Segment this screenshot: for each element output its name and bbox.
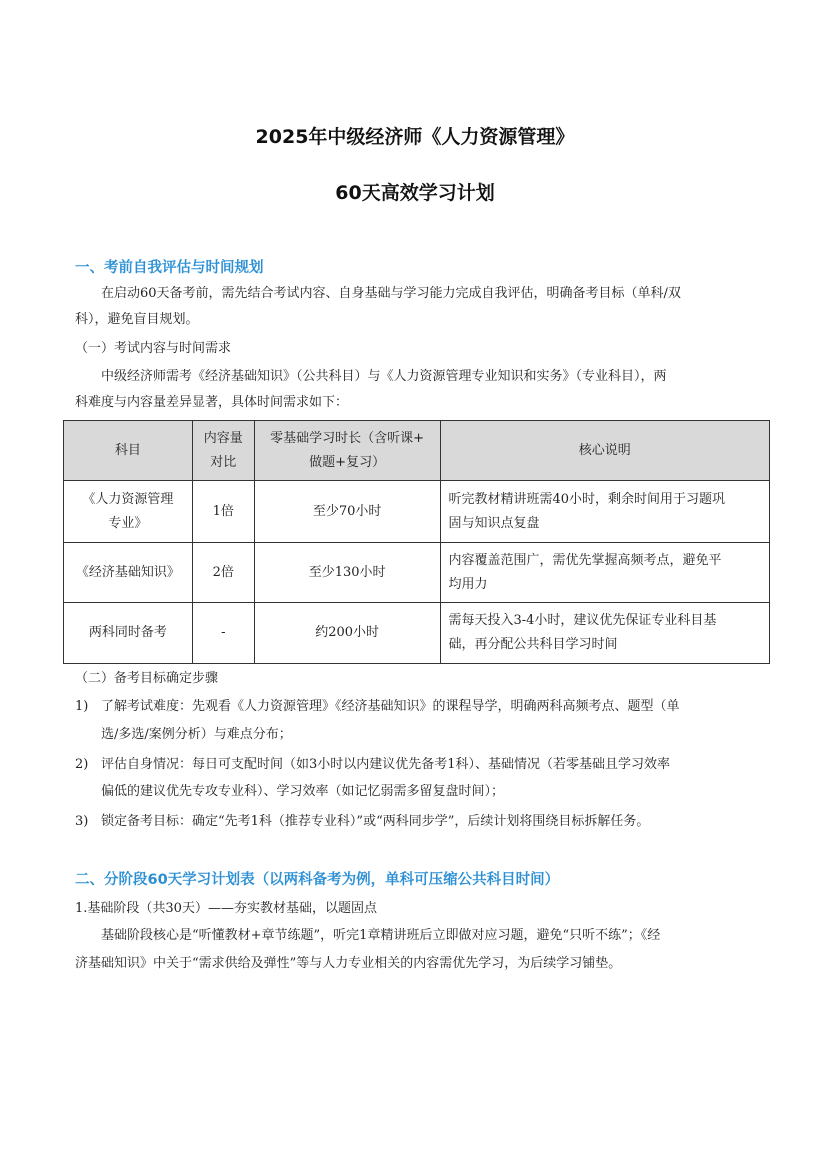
table-row	[64, 543, 770, 603]
cell-note-line2: 均用力	[448, 576, 488, 592]
cell-hours: 约200小时	[254, 603, 440, 664]
step-2-line2: 偏低的建议优先专攻专业科）、学习效率（如记忆弱需多留复盘时间）；	[101, 784, 505, 799]
cell-note-line1: 听完教材精讲班需40小时，剩余时间用于习题巩	[448, 491, 726, 507]
section1-intro-line2: 科），避免盲目规划。	[75, 312, 199, 327]
step-1-line2: 选/多选/案例分析）与难点分布；	[101, 727, 292, 742]
stage1-text-line1: 基础阶段核心是“听懂教材+章节练题”，听完1章精讲班后立即做对应习题，避免“只听不练”；《经	[101, 928, 661, 943]
header-core-note: 核心说明	[440, 421, 770, 481]
table-row	[64, 603, 770, 664]
step-1-number: 1)	[75, 699, 89, 714]
cell-note	[440, 543, 770, 603]
subsection1-title: （一）考试内容与时间需求	[75, 341, 232, 356]
subsection1-text-line2: 科难度与内容量差异显著，具体时间需求如下：	[75, 395, 349, 410]
header-subject: 科目	[64, 421, 193, 481]
cell-note-line2: 固与知识点复盘	[448, 515, 540, 531]
step-2-number: 2)	[75, 757, 89, 772]
step-1-line1: 了解考试难度：先观看《人力资源管理》《经济基础知识》的课程导学，明确两科高频考点、题型（单	[101, 699, 680, 714]
table-header-row	[64, 421, 770, 481]
cell-ratio: 2倍	[192, 543, 254, 603]
cell-hours: 至少130小时	[254, 543, 440, 603]
cell-subject-line1: 《人力资源管理	[82, 491, 174, 507]
header-content-ratio-line1: 内容量	[203, 430, 243, 446]
stage1-title: 1.基础阶段（共30天）——夯实教材基础，以题固点	[75, 901, 377, 916]
header-study-hours	[254, 421, 440, 481]
cell-note-line1: 需每天投入3-4小时，建议优先保证专业科目基	[448, 613, 717, 628]
header-content-ratio	[192, 421, 254, 481]
step-2-line1: 评估自身情况：每日可支配时间（如3小时以内建议优先备考1科）、基础情况（若零基础且学习效率	[101, 757, 671, 772]
cell-note-line2: 础，再分配公共科目学习时间	[448, 637, 618, 652]
cell-note-line1: 内容覆盖范围广，需优先掌握高频考点，避免平	[448, 552, 722, 568]
step-3-number: 3)	[75, 814, 89, 829]
time-requirement-table	[63, 420, 770, 664]
header-study-hours-line1: 零基础学习时长（含听课+	[270, 430, 425, 446]
header-content-ratio-line2: 对比	[210, 454, 237, 470]
table-row	[64, 481, 770, 543]
header-study-hours-line2: 做题+复习）	[309, 454, 386, 470]
subsection2-title: （二）备考目标确定步骤	[75, 671, 219, 686]
cell-note	[440, 603, 770, 664]
cell-hours: 至少70小时	[254, 481, 440, 543]
section2-heading: 二、分阶段60天学习计划表（以两科备考为例，单科可压缩公共科目时间）	[75, 872, 560, 888]
step-3-line1: 锁定备考目标：确定“先考1科（推荐专业科）”或“两科同步学”，后续计划将围绕目标拆解任务。	[101, 814, 650, 829]
cell-subject-line2: 专业》	[108, 515, 148, 531]
document-title-line2: 60天高效学习计划	[335, 182, 495, 204]
cell-ratio: 1倍	[192, 481, 254, 543]
cell-ratio: -	[192, 603, 254, 664]
cell-subject: 两科同时备考	[64, 603, 193, 664]
cell-subject	[64, 481, 193, 543]
section1-heading: 一、考前自我评估与时间规划	[75, 260, 264, 276]
cell-subject: 《经济基础知识》	[64, 543, 193, 603]
section1-intro-line1: 在启动60天备考前，需先结合考试内容、自身基础与学习能力完成自我评估，明确备考目标（单科/双	[101, 286, 681, 301]
document-title-line1: 2025年中级经济师《人力资源管理》	[255, 126, 575, 148]
stage1-text-line2: 济基础知识》中关于“需求供给及弹性”等与人力专业相关的内容需优先学习，为后续学习铺垫。	[75, 956, 622, 971]
cell-note	[440, 481, 770, 543]
subsection1-text-line1: 中级经济师需考《经济基础知识》（公共科目）与《人力资源管理专业知识和实务》（专业科目），两	[101, 369, 667, 384]
